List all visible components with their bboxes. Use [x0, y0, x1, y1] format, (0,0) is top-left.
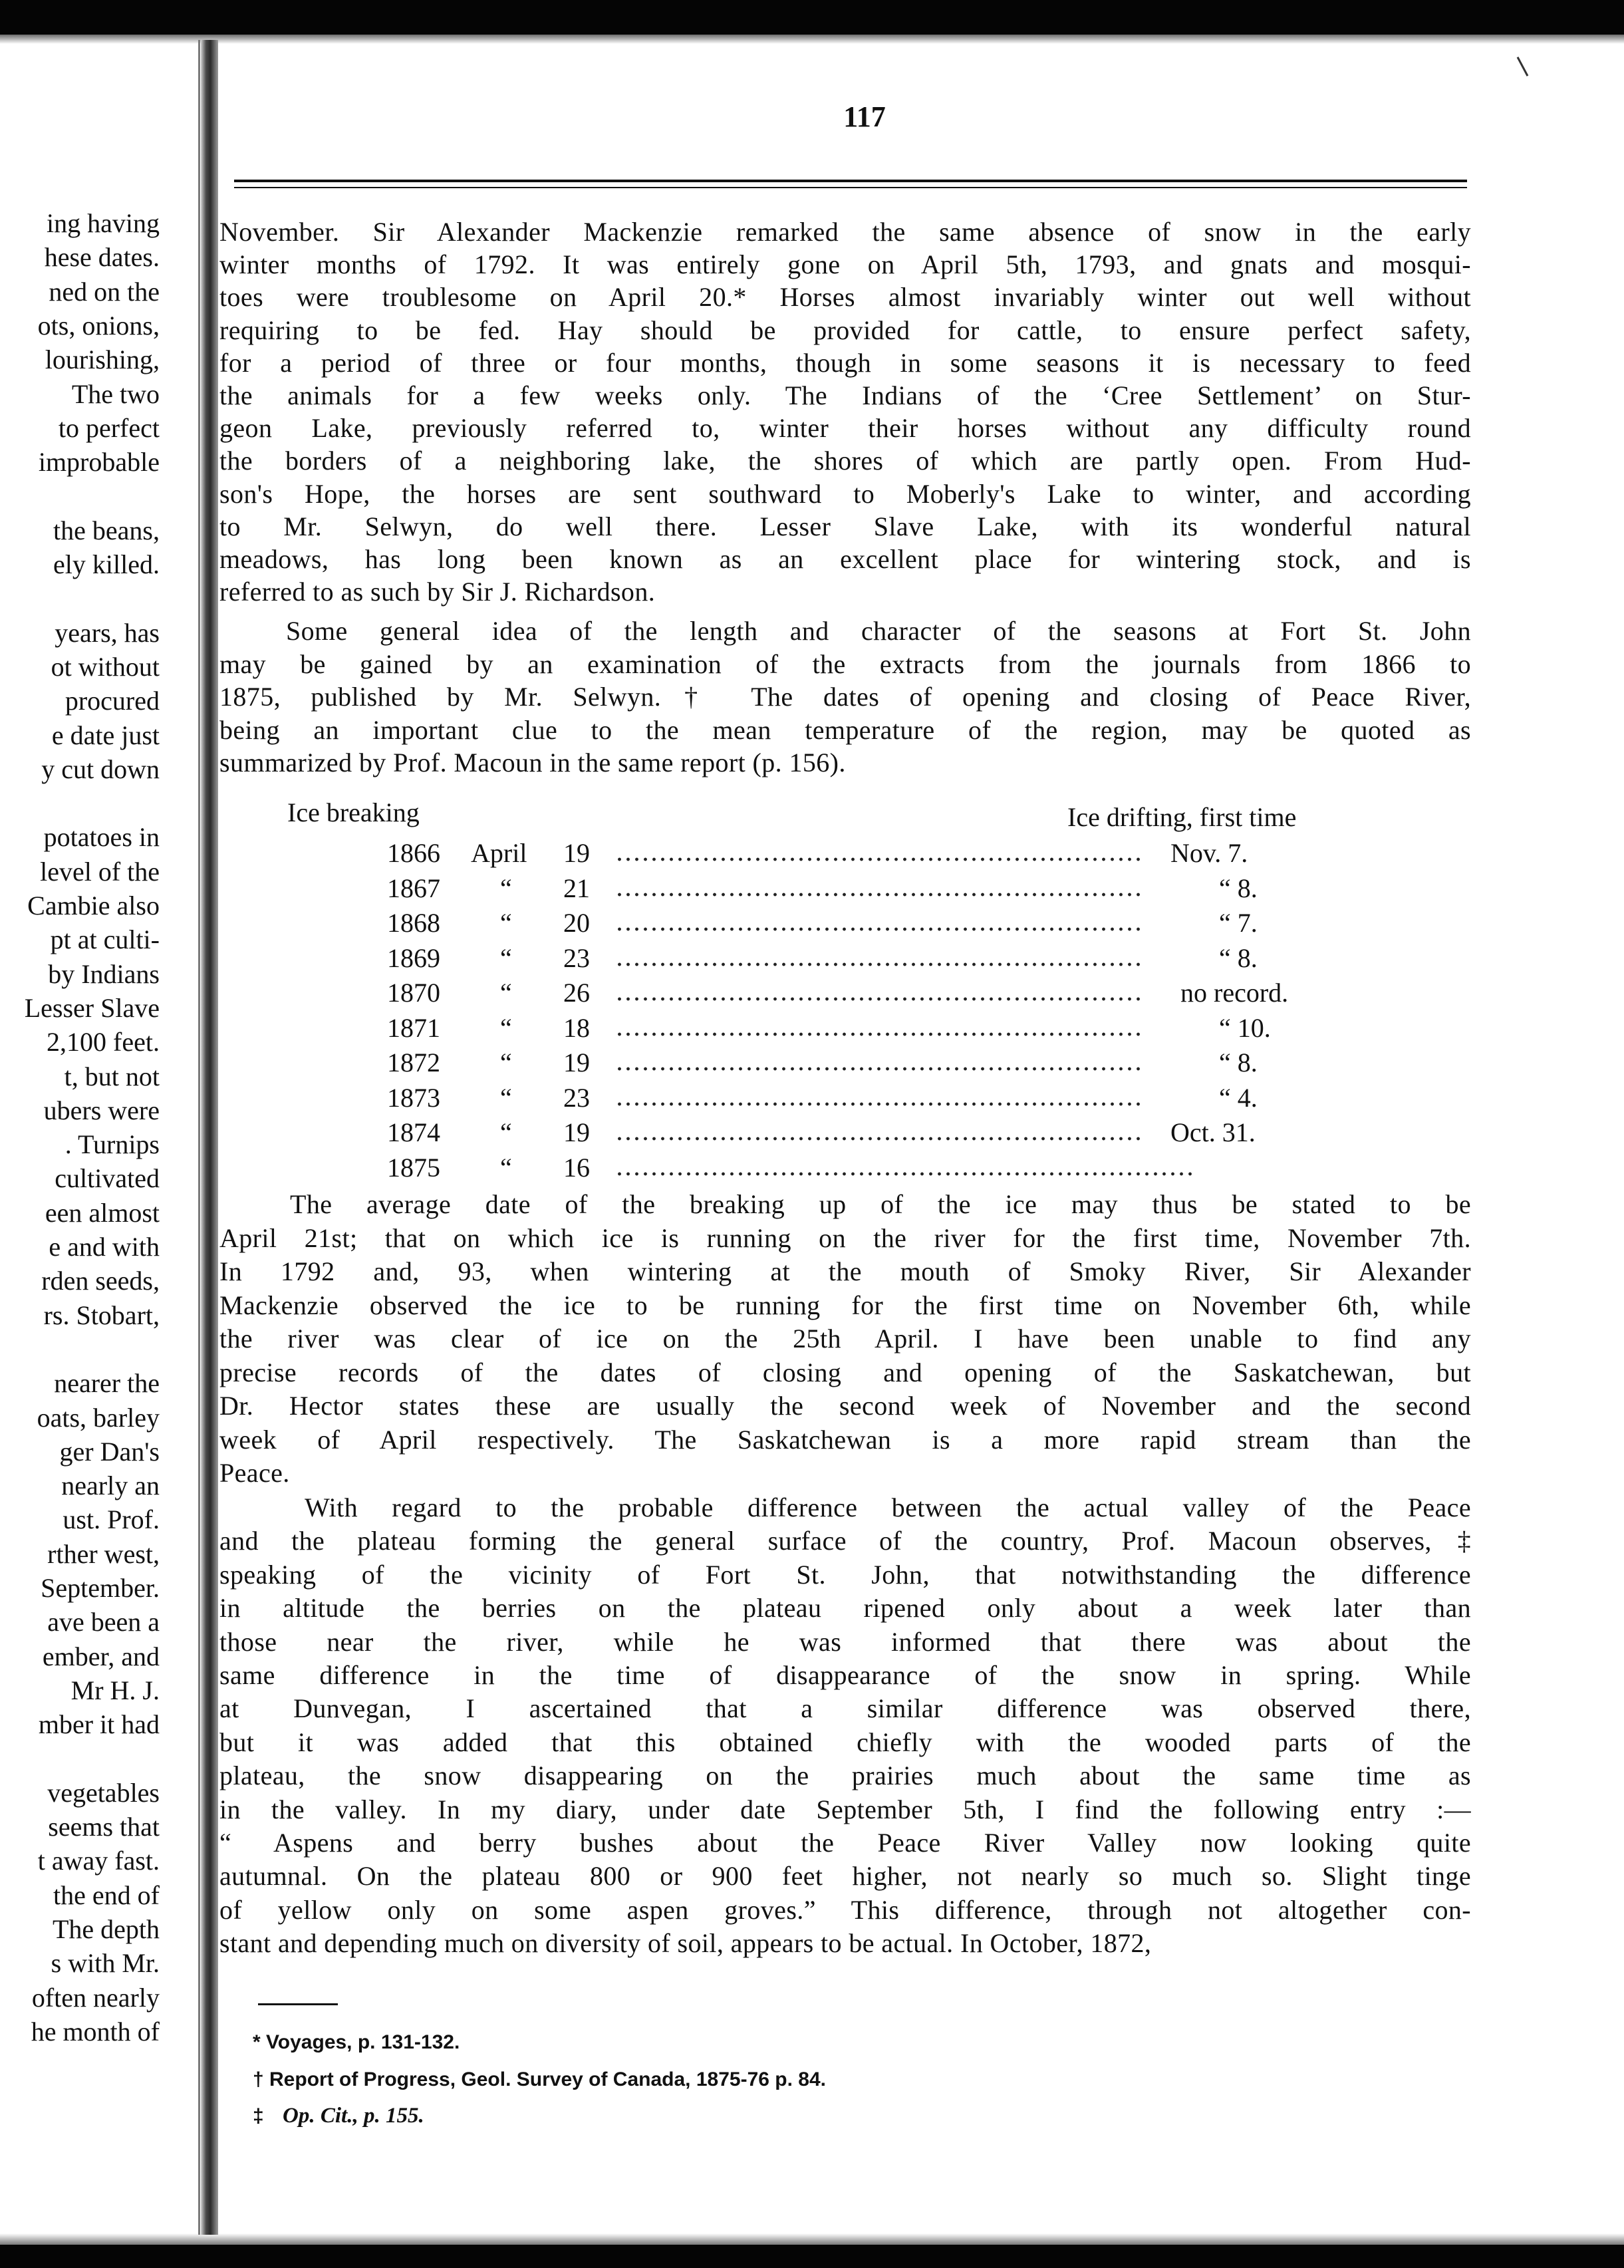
left-page-line-text: ger Dan's	[59, 1436, 160, 1467]
table-year: 1868	[387, 908, 440, 938]
table-month: “	[500, 1082, 512, 1113]
left-page-line	[0, 515, 160, 547]
left-page-line	[0, 754, 160, 785]
left-page-line	[0, 1914, 160, 1945]
left-page-line-text: rs. Stobart,	[43, 1300, 160, 1330]
body-line: speaking of the vicinity of Fort St. John, that notwithstanding the difference	[219, 1559, 1471, 1590]
corner-mark	[1517, 57, 1529, 76]
left-page-line	[0, 1777, 160, 1809]
left-page-line	[0, 651, 160, 683]
left-page-line	[0, 1231, 160, 1263]
left-page-line	[0, 1197, 160, 1229]
left-page-line	[0, 958, 160, 990]
table-leader-dots	[615, 962, 1141, 967]
previous-page-column	[0, 208, 160, 2056]
table-month: “	[500, 908, 512, 938]
left-page-line	[0, 856, 160, 888]
table-leader-dots	[615, 857, 1141, 862]
left-page-line-text: vegetables	[47, 1777, 160, 1808]
left-page-line-text: procured	[65, 686, 160, 716]
body-line: being an important clue to the mean temperature of the region, may be quoted as	[219, 714, 1471, 745]
left-page-line-text: by Indians	[48, 958, 160, 989]
table-day: 19	[563, 1117, 590, 1147]
table-drift-date: “ 10.	[1219, 1012, 1271, 1043]
left-page-line	[0, 1811, 160, 1843]
left-page-line-text: rther west,	[47, 1538, 160, 1569]
left-page-line-text: . Turnips	[65, 1129, 160, 1160]
left-page-line-text: een almost	[45, 1197, 160, 1228]
body-line: April 21st; that on which ice is running on the river for the first time, November 7th.	[219, 1222, 1471, 1253]
left-page-line	[0, 310, 160, 342]
table-drift-date: no record.	[1180, 978, 1289, 1008]
left-page-line-text: s with Mr.	[51, 1948, 160, 1979]
left-page-line-text: y cut down	[41, 754, 160, 784]
body-line: plateau, the snow disappearing on the prairies much about the same time as	[219, 1761, 1471, 1791]
table-leader-dots	[615, 1032, 1141, 1037]
table-day: 26	[563, 978, 590, 1008]
left-page-line	[0, 1026, 160, 1058]
table-drift-date: “ 8.	[1219, 1048, 1258, 1077]
left-page-line	[0, 1845, 160, 1877]
left-page-line-text: the beans,	[53, 515, 160, 545]
left-page-line	[0, 208, 160, 239]
body-line: summarized by Prof. Macoun in the same report (p. 156).	[219, 748, 846, 778]
left-page-line-text: lourishing,	[45, 345, 160, 375]
table-day: 16	[563, 1152, 590, 1183]
left-page-line-text: e date just	[51, 720, 160, 750]
page-number: 117	[843, 100, 886, 133]
scan-top-shadow	[0, 35, 1624, 44]
left-page-line	[0, 276, 160, 308]
body-line: requiring to be fed. Hay should be provided for cattle, to ensure perfect safety,	[219, 315, 1471, 345]
body-line: “ Aspens and berry bushes about the Peace River Valley now looking quite	[219, 1828, 1471, 1858]
body-line: week of April respectively. The Saskatchewan is a more rapid stream than the	[219, 1424, 1471, 1455]
left-page-line-text: ned on the	[49, 276, 160, 307]
scan-bottom-shadow	[0, 2233, 1624, 2245]
left-page-line	[0, 1947, 160, 1979]
left-page-line-text: years, has	[55, 617, 160, 648]
table-year: 1873	[387, 1082, 440, 1113]
page-gutter-line	[198, 40, 200, 2235]
left-page-line	[0, 1982, 160, 2014]
body-line: those near the river, while he was informed that there was about the	[219, 1626, 1471, 1657]
table-month: “	[500, 1152, 512, 1183]
left-page-line-text: ing having	[47, 208, 160, 238]
table-leader-dots	[615, 996, 1141, 1002]
left-page-line	[0, 549, 160, 581]
body-line: the borders of a neighboring lake, the shores of which are partly open. From Hud-	[219, 446, 1471, 476]
table-day: 19	[563, 838, 590, 868]
left-page-line	[0, 241, 160, 273]
left-page-line	[0, 1436, 160, 1468]
left-page-line-text: mber it had	[38, 1709, 160, 1740]
left-page-line-text: cultivated	[55, 1163, 160, 1194]
left-page-line	[0, 1504, 160, 1536]
table-leader-dots	[615, 1171, 1192, 1177]
left-page-line-text: he month of	[31, 2016, 160, 2047]
table-leader-dots	[615, 1101, 1141, 1107]
body-line: referred to as such by Sir J. Richardson.	[219, 577, 656, 607]
left-page-line	[0, 1265, 160, 1297]
left-page-line-text: nearer the	[54, 1368, 160, 1399]
table-drift-date: Oct. 31.	[1170, 1117, 1256, 1147]
table-day: 21	[563, 873, 590, 903]
left-page-line	[0, 344, 160, 376]
body-line: Dr. Hector states these are usually the second week of November and the second	[219, 1391, 1471, 1421]
scan-bottom-edge	[0, 2245, 1624, 2268]
left-page-line-text: improbable	[38, 447, 160, 478]
body-line: With regard to the probable difference between the actual valley of the Peace	[305, 1492, 1471, 1522]
table-month: “	[500, 873, 512, 903]
body-line: precise records of the dates of closing and opening of the Saskatchewan, but	[219, 1357, 1471, 1387]
left-page-line-text: ave been a	[47, 1607, 160, 1637]
body-line: same difference in the time of disappearance of the snow in spring. While	[219, 1660, 1471, 1690]
table-drift-date: “ 8.	[1219, 942, 1258, 973]
left-page-line-text: ots, onions,	[37, 310, 160, 341]
left-page-line-text: e and with	[49, 1232, 160, 1262]
table-day: 18	[563, 1012, 590, 1043]
left-page-line	[0, 1470, 160, 1502]
table-day: 23	[563, 1082, 590, 1113]
scan-top-edge	[0, 0, 1624, 35]
left-page-line	[0, 1641, 160, 1673]
left-page-line-text: ot without	[51, 651, 160, 682]
left-page-line	[0, 412, 160, 444]
left-page-line-text: pt at culti-	[50, 924, 160, 955]
left-page-line-text: 2,100 feet.	[47, 1027, 160, 1058]
table-day: 20	[563, 908, 590, 938]
table-drift-date: “ 8.	[1219, 873, 1258, 903]
table-header-ice-breaking: Ice breaking	[287, 797, 420, 827]
left-page-line	[0, 924, 160, 956]
left-page-line-text: ember, and	[42, 1641, 160, 1671]
left-page-line	[0, 1095, 160, 1127]
left-page-line	[0, 1606, 160, 1638]
body-line: stant and depending much on diversity of soil, appears to be actual. In October, 1872,	[219, 1928, 1152, 1959]
body-line: 1875, published by Mr. Selwyn.† The dates of opening and closing of Peace River,	[219, 682, 1471, 712]
left-page-line	[0, 1675, 160, 1707]
table-month: “	[500, 1048, 512, 1077]
body-line: for a period of three or four months, though in some seasons it is necessary to feed	[219, 347, 1471, 378]
left-page-line	[0, 1538, 160, 1570]
table-month: “	[500, 1012, 512, 1043]
body-line: autumnal. On the plateau 800 or 900 feet higher, not nearly so much so. Slight tinge	[219, 1861, 1471, 1892]
left-page-line-text: to perfect	[58, 412, 160, 443]
body-line: and the plateau forming the general surface of the country, Prof. Macoun observes,‡	[219, 1526, 1471, 1556]
left-page-line	[0, 1129, 160, 1161]
left-page-line-text: t away fast.	[37, 1846, 160, 1876]
body-line: November. Sir Alexander Mackenzie remarked the same absence of snow in the early	[219, 217, 1471, 247]
body-line: at Dunvegan, I ascertained that a similar difference was observed there,	[219, 1693, 1471, 1724]
table-month: “	[500, 1117, 512, 1147]
body-line: Mackenzie observed the ice to be running for the first time on November 6th, while	[219, 1290, 1471, 1320]
body-line: in altitude the berries on the plateau ripened only about a week later than	[219, 1593, 1471, 1624]
body-line: of yellow only on some aspen groves.” This difference, through not altogether con-	[219, 1894, 1471, 1925]
footnote-voyages: * Voyages, p. 131-132.	[253, 2031, 460, 2053]
body-line: Some general idea of the length and character of the seasons at Fort St. John	[286, 616, 1471, 646]
table-drift-date: “ 7.	[1219, 908, 1258, 938]
left-page-line	[0, 1880, 160, 1912]
table-year: 1871	[387, 1012, 440, 1043]
left-page-line	[0, 1709, 160, 1741]
body-line: Peace.	[219, 1458, 290, 1488]
table-year: 1870	[387, 978, 440, 1008]
body-line: may be gained by an examination of the extracts from the journals from 1866 to	[219, 648, 1471, 679]
book-spine	[201, 40, 218, 2235]
left-page-line-text: Cambie also	[27, 891, 160, 921]
left-page-line-text: Mr H. J.	[70, 1675, 160, 1705]
left-page-line-text: rden seeds,	[41, 1266, 160, 1296]
left-page-line	[0, 685, 160, 717]
table-year: 1875	[387, 1152, 440, 1183]
left-page-line	[0, 617, 160, 649]
left-page-line	[0, 2016, 160, 2048]
left-page-line	[0, 446, 160, 478]
table-month: “	[500, 978, 512, 1008]
body-line: but it was added that this obtained chiefly with the wooded parts of the	[219, 1727, 1471, 1757]
left-page-line-text: ubers were	[43, 1095, 160, 1125]
footnote-op-cit-text: Op. Cit., p. 155.	[283, 2104, 424, 2128]
table-day: 23	[563, 942, 590, 973]
footnote-report-of-progress: † Report of Progress, Geol. Survey of Canada, 1875-76 p. 84.	[253, 2068, 826, 2090]
table-drift-date: Nov. 7.	[1170, 838, 1248, 868]
left-page-line	[0, 821, 160, 853]
table-year: 1867	[387, 873, 440, 903]
left-page-line-text: seems that	[48, 1812, 160, 1842]
table-year: 1866	[387, 838, 440, 868]
body-line: in the valley. In my diary, under date September 5th, I find the following entry :—	[219, 1794, 1471, 1824]
left-page-line	[0, 720, 160, 752]
body-line: In 1792 and, 93, when wintering at the mouth of Smoky River, Sir Alexander	[219, 1256, 1471, 1286]
left-page-line-text: t, but not	[64, 1061, 160, 1091]
left-page-line-text: often nearly	[31, 1982, 160, 2013]
body-line: geon Lake, previously referred to, winter their horses without any difficulty round	[219, 413, 1471, 444]
body-line: to Mr. Selwyn, do well there. Lesser Slave Lake, with its wonderful natural	[219, 511, 1471, 541]
table-leader-dots	[615, 1066, 1141, 1071]
left-page-line	[0, 1163, 160, 1195]
left-page-line-text: ust. Prof.	[63, 1504, 160, 1535]
left-page-line-text: ely killed.	[53, 549, 160, 579]
left-page-line	[0, 1572, 160, 1604]
left-page-line-text: potatoes in	[43, 822, 160, 853]
left-page-line-text: Lesser Slave	[24, 992, 160, 1023]
left-page-line	[0, 1402, 160, 1434]
left-page-line-text: level of the	[40, 856, 160, 887]
table-year: 1869	[387, 942, 440, 973]
footnote-rule	[258, 2003, 338, 2005]
left-page-line	[0, 1300, 160, 1332]
left-page-line	[0, 890, 160, 922]
table-leader-dots	[615, 926, 1141, 932]
left-page-line	[0, 1367, 160, 1399]
header-rule-thin	[234, 187, 1467, 188]
body-line: toes were troublesome on April 20.* Horses almost invariably winter out well without	[219, 282, 1471, 313]
body-line: winter months of 1792. It was entirely gone on April 5th, 1793, and gnats and mosqui-	[219, 249, 1471, 280]
table-leader-dots	[615, 1136, 1141, 1141]
body-line: The average date of the breaking up of the ice may thus be stated to be	[290, 1189, 1471, 1219]
table-day: 19	[563, 1048, 590, 1077]
left-page-line	[0, 378, 160, 410]
header-rule-thick	[234, 180, 1467, 182]
body-line: the animals for a few weeks only. The Indians of the ‘Cree Settlement’ on Stur-	[219, 380, 1471, 410]
table-month: April	[471, 838, 527, 868]
left-page-line-text: The two	[71, 378, 160, 409]
table-header-ice-drifting: Ice drifting, first time	[1067, 802, 1297, 832]
body-line: meadows, has long been known as an excellent place for wintering stock, and is	[219, 544, 1471, 574]
table-month: “	[500, 942, 512, 973]
left-page-line-text: oats, barley	[37, 1402, 160, 1433]
left-page-line-text: nearly an	[61, 1471, 160, 1501]
body-line: son's Hope, the horses are sent southward to Moberly's Lake to winter, and according	[219, 478, 1471, 509]
left-page-line	[0, 992, 160, 1024]
footnote-dagger-symbol: ‡	[253, 2105, 264, 2127]
left-page-line-text: September.	[41, 1573, 160, 1603]
table-year: 1874	[387, 1117, 440, 1147]
body-line: the river was clear of ice on the 25th April. I have been unable to find any	[219, 1324, 1471, 1353]
left-page-line-text: The depth	[52, 1914, 160, 1944]
footnote-op-cit	[253, 2100, 424, 2131]
left-page-line-text: hese dates.	[44, 242, 160, 273]
left-page-line-text: the end of	[53, 1880, 160, 1910]
table-leader-dots	[615, 892, 1141, 897]
table-drift-date: “ 4.	[1219, 1082, 1258, 1113]
left-page-line	[0, 1061, 160, 1093]
table-year: 1872	[387, 1048, 440, 1077]
